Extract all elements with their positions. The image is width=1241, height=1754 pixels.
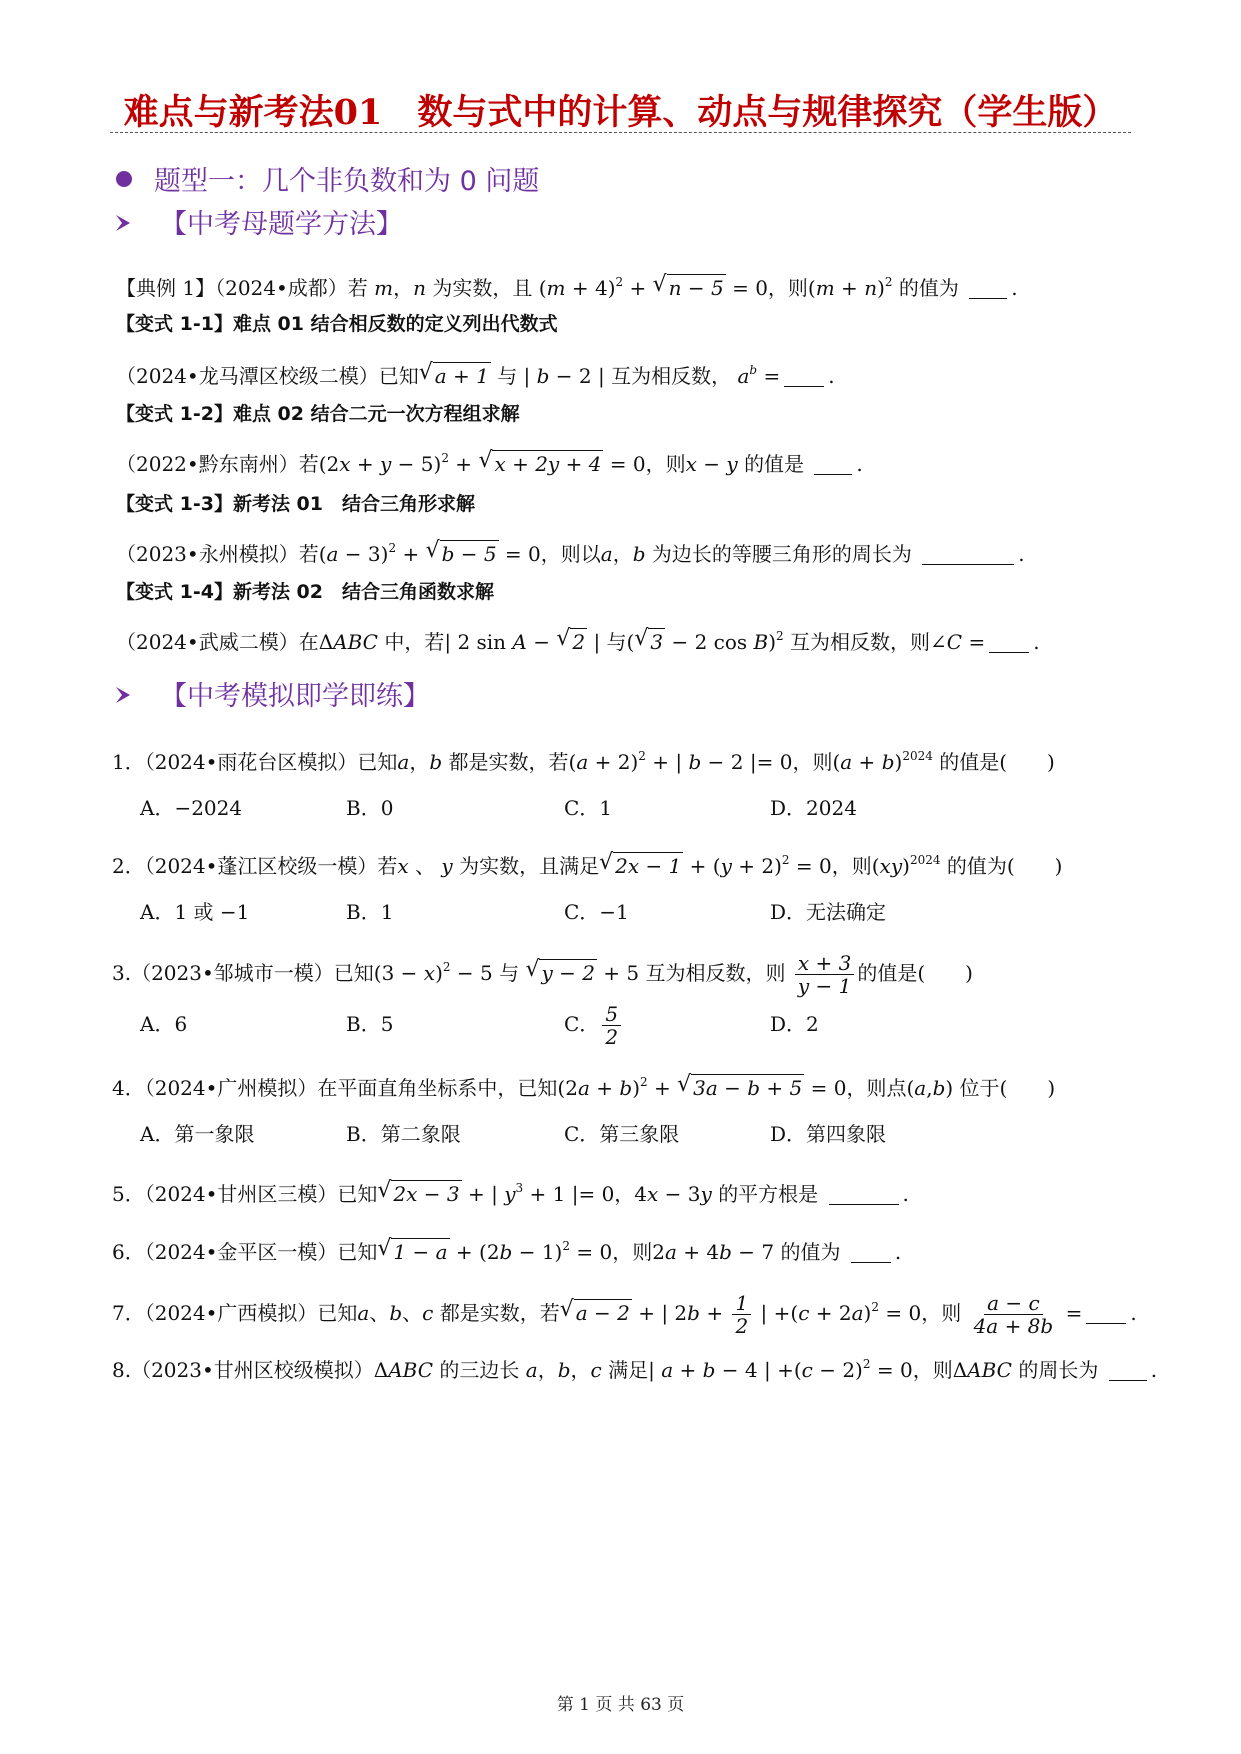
- question-type-label: 题型一：几个非负数和为 0 问题: [154, 166, 540, 197]
- question-7: 7．（2024•广西模拟）已知a、b、c 都是实数，若√ a − 2 + | 2b + $\frac{1}{2}$ | $+(c + 2a)^2 = 0$，则 $\frac{a - c}{4a + 8b}$ = .: [112, 1282, 1137, 1332]
- answer-blank[interactable]: [784, 367, 824, 387]
- answer-blank[interactable]: [851, 1243, 891, 1263]
- answer-blank[interactable]: [1086, 1304, 1126, 1324]
- question-type-heading: [116, 160, 539, 204]
- section-heading-practice: [116, 676, 430, 718]
- option-c[interactable]: C．第三象限: [564, 1122, 680, 1146]
- title-divider: [110, 132, 1131, 133]
- answer-blank[interactable]: [922, 545, 1014, 565]
- option-d[interactable]: D．2: [770, 1012, 819, 1036]
- section-label: 【中考模拟即学即练】: [160, 681, 430, 712]
- bullet-icon: [116, 171, 132, 187]
- variant-1-1-heading: 【变式 1-1】难点 01 结合相反数的定义列出代数式: [116, 313, 558, 335]
- option-c[interactable]: C．1: [564, 796, 613, 820]
- answer-blank[interactable]: [829, 1185, 899, 1205]
- option-b[interactable]: B．第二象限: [346, 1122, 461, 1146]
- variant-1-4-heading: 【变式 1-4】新考法 02 结合三角函数求解: [116, 581, 494, 603]
- question-5: 5．（2024•甘州区三模）已知√ 2x − 3 + | $y^3 + 1$ |= 0，4x − 3y 的平方根是 .: [112, 1170, 909, 1206]
- question-2-options: [140, 894, 1140, 930]
- option-b[interactable]: B．1: [346, 900, 394, 924]
- option-d[interactable]: D．2024: [770, 796, 857, 820]
- variant-1-2: （2022•黔东南州）若$(2x + y - 5)^2$ + √ x + 2y + 4 = 0，则x − y 的值是 .: [116, 440, 863, 476]
- variant-1-2-heading: 【变式 1-2】难点 02 结合二元一次方程组求解: [116, 403, 520, 425]
- question-6: 6．（2024•金平区一模）已知√ $1 - a + (2b - 1)^2 = 0$，则2a + 4b − 7 的值为 .: [112, 1228, 901, 1264]
- answer-blank[interactable]: [989, 633, 1029, 653]
- section-label: 【中考母题学方法】: [160, 209, 403, 240]
- arrow-bullet-icon: [116, 215, 130, 231]
- page-title: 难点与新考法01 数与式中的计算、动点与规律探究（学生版）: [123, 92, 1118, 133]
- answer-blank[interactable]: [1109, 1361, 1147, 1381]
- option-c[interactable]: C．−1: [564, 900, 629, 924]
- question-8: 8.（2023•甘州区校级模拟）ΔABC 的三边长 a，b，c 满足| a + b − 4 | $+(c - 2)^2 = 0$，则ΔABC 的周长为 .: [112, 1357, 1158, 1382]
- arrow-bullet-icon: [116, 687, 130, 703]
- question-4-options: [140, 1116, 1140, 1152]
- question-4: 4．（2024•广州模拟）在平面直角坐标系中，已知$(2a + b)^2$ + √ 3a − b + 5 = 0，则点(a,b) 位于( ): [112, 1064, 1055, 1100]
- option-a[interactable]: A．第一象限: [140, 1122, 255, 1146]
- variant-1-1: （2024•龙马潭区校级二模）已知√ a + 1 与 | b − 2 | 互为相反数， $a^b$ = .: [116, 352, 835, 388]
- fraction: $\frac{x + 3}{y - 1}$: [795, 952, 855, 997]
- option-b[interactable]: B．0: [346, 796, 394, 820]
- question-1: 1．（2024•雨花台区模拟）已知a，b 都是实数，若$(a + 2)^2$ + | b − 2 |= 0，则$(a + b)^{2024}$ 的值是( ): [112, 749, 1055, 774]
- question-3: 3.（2023•邹城市一模）已知$(3 - x)^2 - 5$ 与 √ y − 2 + 5 互为相反数，则 $\frac{x + 3}{y - 1}$ 的值是( ): [112, 942, 973, 992]
- variant-1-4: （2024•武威二模）在ΔABC 中，若| 2 sin A − √ 2 | 与(√ 3 − 2 cos B)$^2$ 互为相反数，则∠C = .: [116, 618, 1040, 654]
- option-b[interactable]: B．5: [346, 1012, 394, 1036]
- question-3-options: [140, 998, 1140, 1050]
- option-d[interactable]: D．无法确定: [770, 900, 887, 924]
- question-2: 2．（2024•蓬江区校级一模）若x 、 y 为实数，且满足√ $2x - 1 + (y + 2)^2 = 0$，则(xy)$^{2024}$ 的值为( ): [112, 842, 1062, 878]
- example-1: 【典例 1】（2024•成都）若 m，n 为实数，且 $(m + 4)^2$ + √ n − 5 = 0，则$(m + n)^2$ 的值为 .: [116, 264, 1018, 300]
- option-c[interactable]: C． $\frac{5}{2}$: [564, 998, 624, 1050]
- question-1-options: [140, 790, 1140, 826]
- answer-blank[interactable]: [814, 455, 852, 475]
- variant-1-3: （2023•永州模拟）若$(a - 3)^2$ + √ b − 5 = 0，则以a，b 为边长的等腰三角形的周长为 .: [116, 530, 1025, 566]
- variant-1-3-heading: 【变式 1-3】新考法 01 结合三角形求解: [116, 493, 475, 515]
- option-a[interactable]: A．6: [140, 1012, 188, 1036]
- answer-blank[interactable]: [969, 279, 1007, 299]
- page-footer: 第 1 页 共 63 页: [556, 1695, 685, 1715]
- section-heading-method: [116, 204, 403, 246]
- option-a[interactable]: A．1 或 −1: [140, 900, 250, 924]
- option-d[interactable]: D．第四象限: [770, 1122, 887, 1146]
- option-a[interactable]: A．−2024: [140, 796, 243, 820]
